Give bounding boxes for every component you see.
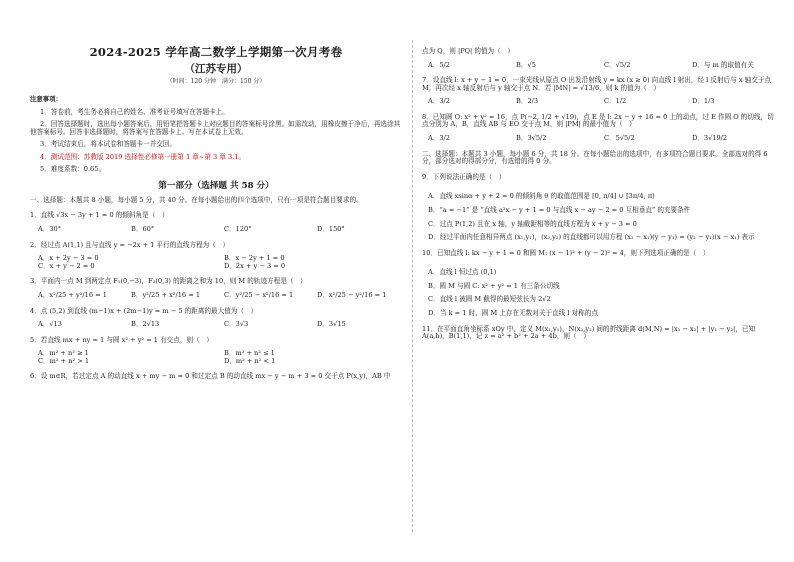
question bbox=[30, 212, 402, 233]
question bbox=[422, 250, 774, 318]
question bbox=[422, 174, 774, 242]
question-stem: 3．平面内一点 M 到两定点 F₁(0,−3)，F₂(0,3) 的距离之和为 10，则 M 的轨迹方程是（ ） bbox=[30, 277, 307, 286]
question-stem: 11．在平面直角坐标系 xOy 中，定义 M(x₁,y₁)，N(x₂,y₂) 间的折线距离 d(M,N) = |x₁ − x₂| + |y₁ − y₂|，已知 A(a,b)，B(1,1)，记 z = a² + b² + 2a + 4b，则（ ） bbox=[422, 324, 756, 341]
answer-option: B．m² + n² ≤ 1 bbox=[224, 349, 275, 358]
answer-option: D．1/3 bbox=[692, 97, 715, 106]
option-list bbox=[422, 98, 774, 106]
option-list bbox=[30, 226, 402, 234]
option-list bbox=[30, 255, 402, 270]
notes-heading: 注意事项： bbox=[30, 95, 62, 104]
answer-option: D．x²/25 − y²/16 = 1 bbox=[317, 290, 387, 299]
answer-option: C．过点 P(1,2) 且在 x 轴，y 轴截距相等的直线方程为 x + y − 3 = 0 bbox=[428, 219, 637, 228]
answer-option: B．“a = −1” 是 “直线 a²x − y + 1 = 0 与直线 x − ay − 2 = 0 互相垂直” 的充要条件 bbox=[428, 205, 691, 214]
answer-option: C．直线 l 被圆 M 截得的最短弦长为 2√2 bbox=[428, 295, 551, 304]
answer-option: A．直线 xsinα + y + 2 = 0 的倾斜角 θ 的取值范围是 [0, π/4] ∪ [3π/4, π) bbox=[428, 192, 655, 201]
note-item: 1．答卷前，考生务必将自己的姓名、准考证号填写在答题卡上。 bbox=[40, 107, 229, 116]
answer-option: A．30° bbox=[38, 225, 62, 234]
answer-option: B．2√13 bbox=[131, 320, 160, 329]
question-stem: 2．经过点 A(1,1) 且与直线 y = −2x + 1 平行的直线方程为（ ） bbox=[30, 240, 230, 249]
exam-meta: （时间：120 分钟 满分：150 分） bbox=[166, 78, 266, 86]
question-stem: 8．已知圆 O: x² + y² = 16，点 P(−2, 1/2 + √19)，点 E 是 l: 2x − y + 16 = 0 上的动点，过 E 作圆 O 的切线，切点分别为 A，B，直线 AB 与 EO 交于点 M，则 |PM| 的最小值为（ ） bbox=[422, 112, 774, 129]
right-column bbox=[422, 40, 774, 341]
answer-option: A．3/2 bbox=[428, 97, 450, 106]
answer-option: B．3√5/2 bbox=[516, 134, 547, 143]
option-list bbox=[422, 135, 774, 143]
answer-option: B．y²/25 + x²/16 = 1 bbox=[131, 290, 201, 299]
left-question-list bbox=[30, 212, 402, 381]
answer-option: C．1/2 bbox=[604, 97, 627, 106]
left-column bbox=[30, 30, 402, 381]
question bbox=[30, 337, 402, 366]
note-item: 5．难度系数：0.65。 bbox=[40, 165, 106, 174]
question bbox=[422, 114, 774, 143]
option-list bbox=[422, 187, 774, 241]
answer-option: D．3√15 bbox=[317, 320, 346, 329]
answer-option: D．当 k = 1 时，圆 M 上存在无数对关于直线 l 对称的点 bbox=[428, 308, 598, 317]
answer-option: D．150° bbox=[317, 225, 345, 234]
answer-option: D．m² + n² < 1 bbox=[224, 356, 276, 365]
option-list bbox=[30, 292, 402, 300]
answer-option: D．3√19/2 bbox=[692, 134, 728, 143]
question bbox=[30, 242, 402, 271]
answer-option: A．√13 bbox=[38, 320, 62, 329]
question-stem: 1．直线 √3x − 3y + 1 = 0 的倾斜角是（ ） bbox=[30, 211, 169, 220]
answer-option: A．x²/25 + y²/16 = 1 bbox=[38, 290, 107, 299]
question bbox=[422, 326, 774, 341]
question bbox=[422, 77, 774, 106]
note-item: 2．回答选择题时，选出每小题答案后，用铅笔把答题卡上对应题目的答案标号涂黑。如需改动，用橡皮擦干净后，再选涂其他答案标号。回答非选择题时，将答案写在答题卡上。写在本试卷上无效。 bbox=[30, 120, 401, 136]
part-one-heading: 第一部分（选择题 共 58 分） bbox=[158, 181, 274, 191]
question-stem: 4．点 (5,2) 到直线 (m−1)x + (2m−1)y = m − 5 的距离的最大值为（ ） bbox=[30, 306, 258, 315]
answer-option: C．x + y − 2 = 0 bbox=[38, 261, 95, 270]
answer-option: A．直线 l 恒过点 (0,1) bbox=[428, 268, 497, 277]
question bbox=[30, 278, 402, 299]
option-list bbox=[422, 263, 774, 317]
option-list bbox=[30, 321, 402, 329]
answer-option: A．3/2 bbox=[428, 134, 450, 143]
question-stem: 5．若直线 mx + ny = 1 与圆 x² + y² = 1 有交点，则（ ） bbox=[30, 335, 213, 344]
answer-option: C．3√3 bbox=[224, 320, 249, 329]
answer-option: D．经过平面内任意相异两点 (x₁,y₁)，(x₂,y₂) 的直线都可以用方程 (x₂ − x₁)(y − y₁) = (y₂ − y₁)(x − x₁) 表示 bbox=[428, 233, 755, 242]
question-stem: 10．已知直线 l: kx − y + 1 = 0 和圆 M: (x − 1)² + (y − 2)² = 4，则下列选项正确的是（ ） bbox=[422, 248, 710, 257]
exam-subtitle: （江苏专用） bbox=[184, 63, 248, 76]
answer-option: C．120° bbox=[224, 225, 252, 234]
answer-option: C．√5/2 bbox=[604, 60, 631, 69]
question bbox=[422, 48, 774, 69]
answer-option: A．5/2 bbox=[428, 60, 450, 69]
column-divider bbox=[412, 40, 413, 532]
right-question-list bbox=[422, 48, 774, 341]
question bbox=[30, 373, 402, 381]
note-item: 3．考试结束后，将本试卷和答题卡一并交回。 bbox=[40, 140, 177, 149]
question-stem: 9．下列说法正确的是（ ） bbox=[422, 172, 506, 181]
answer-option: C．m² + n² > 1 bbox=[38, 356, 90, 365]
answer-option: B．60° bbox=[131, 225, 155, 234]
answer-option: B．x − 2y + 1 = 0 bbox=[224, 254, 285, 263]
question bbox=[422, 151, 774, 166]
answer-option: C．y²/25 − x²/16 = 1 bbox=[224, 290, 294, 299]
question-stem: 6．设 m∈R，若过定点 A 的动直线 x + my − m = 0 和过定点 B 的动直线 mx − y − m + 3 = 0 交于点 P(x,y)，AB 中 bbox=[30, 372, 391, 381]
section-one-instructions: 一、选择题：本题共 8 小题，每小题 5 分，共 40 分。在每小题给出的四个选项中，只有一项是符合题目要求的。 bbox=[30, 195, 363, 204]
exam-title: 2024-2025 学年高二数学上学期第一次月考卷 bbox=[89, 45, 343, 59]
question-stem: 7．设直线 l: x + y − 1 = 0，一束光线从原点 O 出发沿射线 y = kx (x ≥ 0) 向直线 l 射出，经 l 反射后与 x 轴交于点 M，再次经 x 轴反射后与 y 轴交于点 N．若 |MN| = √13/6，则 k 的值为（ ） bbox=[422, 76, 772, 92]
answer-option: A．m² + n² ≥ 1 bbox=[38, 349, 89, 358]
answer-option: C．5√5/2 bbox=[604, 134, 635, 143]
answer-option: B．2/3 bbox=[516, 97, 539, 106]
question-stem: 二、选择题：本题共 3 小题，每小题 6 分，共 18 分。在每小题给出的选项中，有多项符合题目要求。全部选对的得 6 分，部分选对的得部分分，有选错的得 0 分。 bbox=[422, 149, 768, 166]
answer-option: B．√5 bbox=[516, 60, 536, 69]
answer-option: D．与 m 的取值有关 bbox=[692, 60, 754, 69]
question-stem: 点为 Q，则 |PQ| 的值为（ ） bbox=[422, 47, 514, 55]
option-list bbox=[422, 62, 774, 70]
answer-option: B．圆 M 与圆 C: x² + y² = 1 有三条公切线 bbox=[428, 281, 560, 290]
answer-option: A．x + 2y − 3 = 0 bbox=[38, 254, 99, 263]
question bbox=[30, 308, 402, 329]
note-item-scope: 4．测试范围：苏教版 2019 选择性必修第一册第 1 章~第 3 章 3.1。 bbox=[40, 152, 246, 161]
answer-option: D．2x + y − 3 = 0 bbox=[224, 261, 286, 270]
option-list bbox=[30, 350, 402, 365]
